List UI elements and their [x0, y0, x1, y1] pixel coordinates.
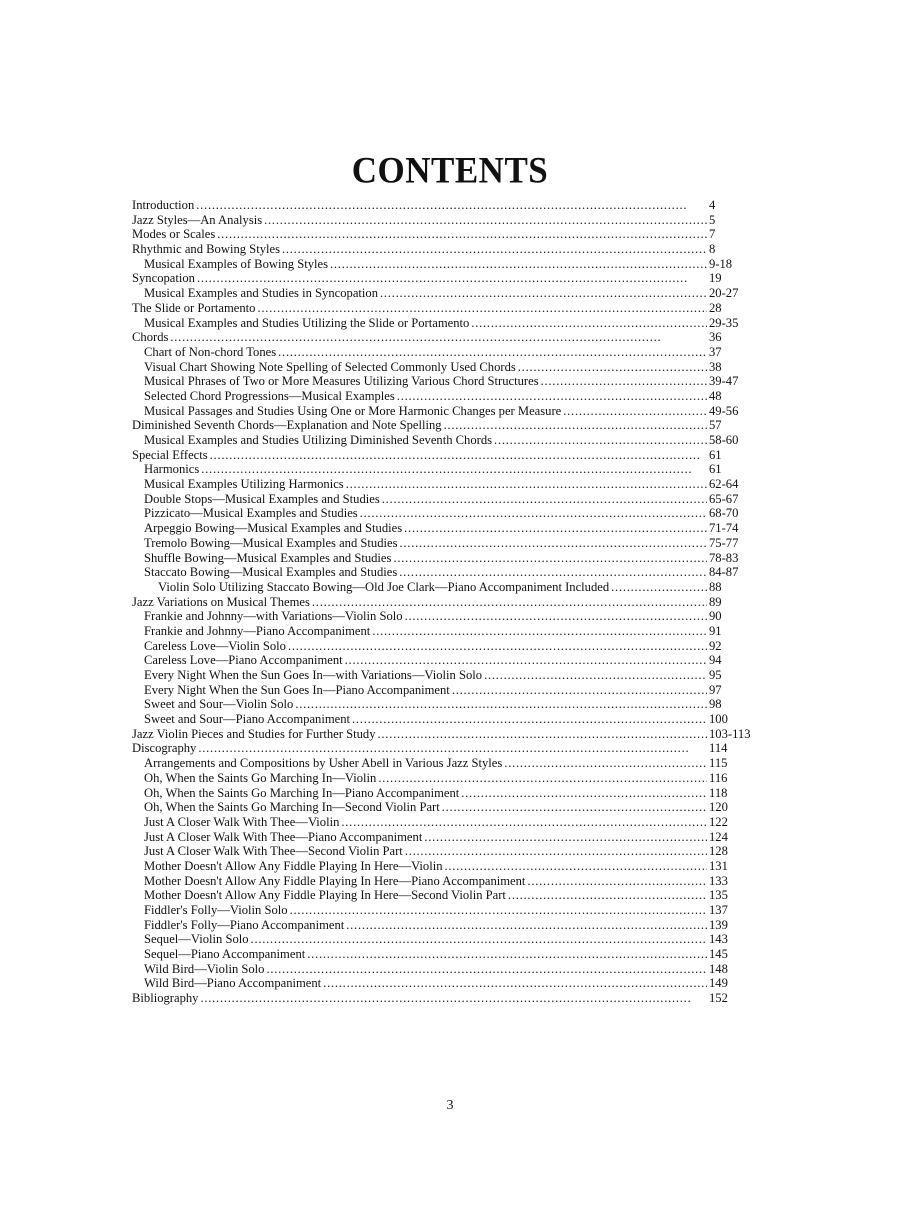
toc-entry-page: 92 — [709, 638, 722, 653]
toc-entry-page: 58-60 — [709, 433, 739, 447]
dot-leader — [330, 257, 707, 272]
toc-entry — [132, 389, 763, 404]
toc-entry — [132, 345, 763, 360]
toc-entry-title: Oh, When the Saints Go Marching In—Piano Accompaniment — [144, 785, 460, 800]
toc-entry-page: 137 — [709, 903, 728, 917]
toc-entry — [132, 874, 763, 889]
toc-entry-title: Visual Chart Showing Note Spelling of Selected Commonly Used Chords — [144, 359, 516, 374]
dot-leader — [404, 521, 707, 536]
toc-entry-title: Careless Love—Violin Solo — [144, 638, 286, 653]
toc-entry-page: 78-83 — [709, 550, 739, 565]
toc-entry — [132, 727, 763, 742]
dot-leader — [399, 565, 707, 580]
toc-entry-page: 84-87 — [709, 565, 739, 580]
toc-entry-page: 36 — [709, 330, 722, 345]
dot-leader — [563, 404, 707, 419]
toc-entry-title: The Slide or Portamento — [132, 300, 256, 315]
dot-leader — [461, 786, 707, 801]
dot-leader — [266, 962, 707, 977]
toc-entry-page: 61 — [709, 447, 722, 462]
toc-entry-page: 68-70 — [709, 506, 739, 521]
toc-entry-page: 152 — [709, 991, 728, 1006]
toc-entry-title: Pizzicato—Musical Examples and Studies — [144, 506, 358, 521]
dot-leader — [341, 815, 707, 830]
dot-leader — [352, 712, 707, 727]
toc-entry-title: Violin Solo Utilizing Staccato Bowing—Old Joe Clark—Piano Accompaniment Included — [158, 579, 610, 594]
toc-entry — [132, 506, 763, 521]
toc-entry — [132, 374, 763, 389]
toc-entry-title: Oh, When the Saints Go Marching In—Violin — [144, 770, 377, 785]
toc-entry-page: 145 — [709, 947, 728, 962]
toc-entry — [132, 697, 763, 712]
dot-leader — [196, 198, 707, 213]
toc-entry — [132, 932, 763, 947]
toc-entry-title: Sweet and Sour—Violin Solo — [144, 697, 294, 712]
toc-entry — [132, 301, 763, 316]
toc-entry-title: Fiddler's Folly—Piano Accompaniment — [144, 917, 345, 932]
dot-leader — [278, 345, 707, 360]
dot-leader — [424, 830, 707, 845]
toc-entry — [132, 286, 763, 301]
dot-leader — [346, 918, 707, 933]
toc-entry — [132, 786, 763, 801]
toc-entry — [132, 947, 763, 962]
dot-leader — [257, 301, 707, 316]
toc-entry — [132, 888, 763, 903]
dot-leader — [494, 433, 707, 448]
toc-entry-page: 131 — [709, 858, 728, 873]
toc-entry — [132, 639, 763, 654]
toc-entry-title: Oh, When the Saints Go Marching In—Second Violin Part — [144, 800, 440, 815]
dot-leader — [201, 462, 707, 477]
page-number: 3 — [446, 1098, 454, 1113]
dot-leader — [518, 360, 707, 375]
toc-entry — [132, 991, 763, 1006]
toc-entry — [132, 624, 763, 639]
dot-leader — [372, 624, 707, 639]
toc-entry-page: 89 — [709, 594, 722, 609]
toc-entry-page: 29-35 — [709, 315, 739, 330]
dot-leader — [452, 683, 707, 698]
toc-entry — [132, 668, 763, 683]
toc-entry — [132, 859, 763, 874]
dot-leader — [170, 330, 707, 345]
toc-entry-page: 133 — [709, 873, 728, 888]
dot-leader — [312, 595, 707, 610]
toc-entry-title: Musical Passages and Studies Using One or More Harmonic Changes per Measure — [144, 403, 562, 418]
toc-entry-page: 62-64 — [709, 477, 739, 492]
toc-entry — [132, 404, 763, 419]
toc-entry-title: Fiddler's Folly—Violin Solo — [144, 903, 288, 917]
toc-entry-title: Bibliography — [132, 991, 199, 1006]
toc-entry-page: 71-74 — [709, 521, 739, 536]
toc-entry-title: Musical Examples and Studies Utilizing Diminished Seventh Chords — [144, 433, 493, 447]
toc-entry — [132, 918, 763, 933]
toc-entry — [132, 271, 763, 286]
dot-leader — [378, 727, 707, 742]
dot-leader — [380, 286, 707, 301]
toc-entry-page: 20-27 — [709, 286, 739, 301]
toc-entry — [132, 227, 763, 242]
toc-entry-title: Musical Examples and Studies in Syncopation — [144, 286, 379, 301]
dot-leader — [346, 477, 707, 492]
toc-entry-page: 139 — [709, 917, 728, 932]
toc-entry-page: 116 — [709, 770, 728, 785]
dot-leader — [282, 242, 707, 257]
toc-entry — [132, 976, 763, 991]
dot-leader — [382, 492, 707, 507]
toc-entry-page: 149 — [709, 976, 728, 991]
dot-leader — [397, 389, 707, 404]
page-title: CONTENTS — [351, 150, 549, 192]
toc-entry — [132, 815, 763, 830]
dot-leader — [527, 874, 707, 889]
dot-leader — [197, 271, 707, 286]
toc-entry — [132, 448, 763, 463]
toc-entry-page: 103-113 — [709, 726, 751, 741]
toc-entry — [132, 521, 763, 536]
toc-entry-title: Arrangements and Compositions by Usher Abell in Various Jazz Styles — [144, 756, 503, 771]
toc-entry — [132, 756, 763, 771]
toc-entry-page: 115 — [709, 756, 728, 771]
toc-entry-title: Rhythmic and Bowing Styles — [132, 242, 280, 257]
toc-entry — [132, 492, 763, 507]
toc-entry-page: 95 — [709, 668, 722, 682]
toc-entry — [132, 565, 763, 580]
dot-leader — [611, 580, 707, 595]
toc-entry-page: 88 — [709, 579, 722, 594]
toc-entry-page: 124 — [709, 829, 728, 844]
toc-entry — [132, 800, 763, 815]
toc-entry — [132, 741, 763, 756]
toc-entry — [132, 462, 763, 477]
toc-entry — [132, 580, 763, 595]
dot-leader — [307, 947, 707, 962]
toc-entry-title: Mother Doesn't Allow Any Fiddle Playing In Here—Second Violin Part — [144, 888, 506, 903]
toc-entry-page: 49-56 — [709, 403, 739, 418]
dot-leader — [400, 536, 708, 551]
toc-entry-title: Just A Closer Walk With Thee—Piano Accompaniment — [144, 829, 423, 844]
toc-entry-page: 135 — [709, 888, 728, 903]
toc-entry-page: 37 — [709, 344, 722, 359]
toc-entry-page: 97 — [709, 682, 722, 697]
toc-entry-page: 90 — [709, 609, 722, 624]
toc-entry — [132, 830, 763, 845]
toc-entry-page: 65-67 — [709, 491, 739, 506]
dot-leader — [251, 932, 707, 947]
dot-leader — [264, 213, 707, 228]
toc-entry-title: Just A Closer Walk With Thee—Second Violin Part — [144, 844, 403, 859]
toc-entry-page: 8 — [709, 242, 716, 257]
toc-entry-title: Special Effects — [132, 447, 208, 462]
table-of-contents — [132, 198, 763, 1006]
toc-entry-page: 128 — [709, 844, 728, 859]
toc-entry-title: Harmonics — [144, 462, 200, 477]
toc-entry-title: Wild Bird—Piano Accompaniment — [144, 976, 322, 991]
toc-entry-page: 148 — [709, 961, 728, 976]
dot-leader — [484, 668, 707, 683]
toc-entry-page: 98 — [709, 697, 722, 712]
toc-entry — [132, 551, 763, 566]
toc-entry — [132, 962, 763, 977]
toc-entry-title: Every Night When the Sun Goes In—with Variations—Violin Solo — [144, 668, 483, 682]
toc-entry-page: 9-18 — [709, 256, 733, 271]
toc-entry — [132, 844, 763, 859]
toc-entry-title: Mother Doesn't Allow Any Fiddle Playing In Here—Violin — [144, 858, 443, 873]
toc-entry-title: Staccato Bowing—Musical Examples and Studies — [144, 565, 398, 580]
toc-entry-title: Mother Doesn't Allow Any Fiddle Playing In Here—Piano Accompaniment — [144, 873, 526, 888]
toc-entry — [132, 903, 763, 918]
dot-leader — [288, 639, 707, 654]
dot-leader — [444, 418, 707, 433]
dot-leader — [198, 741, 707, 756]
dot-leader — [445, 859, 708, 874]
dot-leader — [323, 976, 707, 991]
dot-leader — [504, 756, 707, 771]
toc-entry-title: Jazz Violin Pieces and Studies for Further Study — [132, 726, 376, 741]
toc-entry-page: 48 — [709, 388, 722, 403]
toc-entry-title: Jazz Variations on Musical Themes — [132, 594, 310, 609]
dot-leader — [471, 316, 707, 331]
toc-entry — [132, 242, 763, 257]
toc-entry-page: 114 — [709, 741, 728, 756]
toc-entry — [132, 683, 763, 698]
toc-entry — [132, 316, 763, 331]
toc-entry-page: 91 — [709, 623, 722, 638]
toc-entry-title: Diminished Seventh Chords—Explanation and Note Spelling — [132, 418, 442, 433]
toc-entry-title: Arpeggio Bowing—Musical Examples and Studies — [144, 521, 403, 536]
toc-entry-title: Chords — [132, 330, 169, 345]
toc-entry-page: 57 — [709, 418, 722, 433]
toc-entry-title: Wild Bird—Violin Solo — [144, 961, 265, 976]
toc-entry — [132, 771, 763, 786]
toc-entry — [132, 653, 763, 668]
toc-entry-page: 61 — [709, 462, 722, 477]
toc-entry-page: 5 — [709, 212, 716, 227]
toc-entry-title: Discography — [132, 741, 197, 756]
toc-entry — [132, 536, 763, 551]
toc-entry-page: 19 — [709, 271, 722, 286]
toc-entry-title: Musical Examples Utilizing Harmonics — [144, 477, 344, 492]
toc-entry — [132, 433, 763, 448]
toc-entry-title: Musical Examples of Bowing Styles — [144, 256, 328, 271]
toc-entry — [132, 418, 763, 433]
toc-entry-title: Frankie and Johnny—Piano Accompaniment — [144, 623, 371, 638]
toc-entry-page: 143 — [709, 932, 728, 947]
toc-entry-title: Double Stops—Musical Examples and Studies — [144, 491, 380, 506]
toc-entry-title: Jazz Styles—An Analysis — [132, 212, 263, 227]
toc-entry-title: Selected Chord Progressions—Musical Examples — [144, 388, 395, 403]
toc-entry-title: Introduction — [132, 198, 195, 212]
toc-entry — [132, 257, 763, 272]
toc-entry-title: Musical Examples and Studies Utilizing the Slide or Portamento — [144, 315, 470, 330]
toc-entry — [132, 609, 763, 624]
toc-entry-title: Musical Phrases of Two or More Measures Utilizing Various Chord Structures — [144, 374, 539, 389]
toc-entry-page: 4 — [709, 198, 716, 212]
toc-entry — [132, 198, 763, 213]
toc-entry-title: Careless Love—Piano Accompaniment — [144, 653, 343, 668]
toc-entry-page: 100 — [709, 712, 728, 727]
toc-entry — [132, 477, 763, 492]
toc-entry-title: Syncopation — [132, 271, 195, 286]
toc-entry-title: Frankie and Johnny—with Variations—Violin Solo — [144, 609, 403, 624]
dot-leader — [210, 448, 707, 463]
dot-leader — [200, 991, 707, 1006]
toc-entry-page: 94 — [709, 653, 722, 668]
dot-leader — [405, 844, 707, 859]
toc-entry-page: 75-77 — [709, 535, 739, 550]
toc-entry-title: Modes or Scales — [132, 227, 216, 242]
toc-entry-title: Chart of Non-chord Tones — [144, 344, 277, 359]
toc-entry-page: 28 — [709, 300, 722, 315]
dot-leader — [393, 551, 707, 566]
dot-leader — [541, 374, 707, 389]
toc-entry — [132, 330, 763, 345]
toc-entry — [132, 213, 763, 228]
toc-entry-title: Tremolo Bowing—Musical Examples and Studies — [144, 535, 398, 550]
dot-leader — [508, 888, 707, 903]
dot-leader — [345, 653, 707, 668]
dot-leader — [217, 227, 707, 242]
toc-entry-page: 122 — [709, 814, 728, 829]
toc-entry-title: Sweet and Sour—Piano Accompaniment — [144, 712, 351, 727]
toc-entry-title: Just A Closer Walk With Thee—Violin — [144, 814, 340, 829]
toc-entry-page: 7 — [709, 227, 716, 242]
toc-entry-page: 39-47 — [709, 374, 739, 389]
toc-entry-page: 38 — [709, 359, 722, 374]
toc-entry-page: 118 — [709, 785, 728, 800]
toc-entry — [132, 360, 763, 375]
dot-leader — [378, 771, 707, 786]
dot-leader — [442, 800, 707, 815]
dot-leader — [290, 903, 707, 918]
dot-leader — [295, 697, 707, 712]
toc-entry — [132, 712, 763, 727]
toc-entry-title: Sequel—Piano Accompaniment — [144, 947, 306, 962]
dot-leader — [405, 609, 707, 624]
toc-entry — [132, 595, 763, 610]
toc-entry-page: 120 — [709, 800, 728, 815]
toc-entry-title: Shuffle Bowing—Musical Examples and Studies — [144, 550, 392, 565]
toc-entry-title: Sequel—Violin Solo — [144, 932, 249, 947]
dot-leader — [360, 506, 707, 521]
toc-entry-title: Every Night When the Sun Goes In—Piano Accompaniment — [144, 682, 450, 697]
